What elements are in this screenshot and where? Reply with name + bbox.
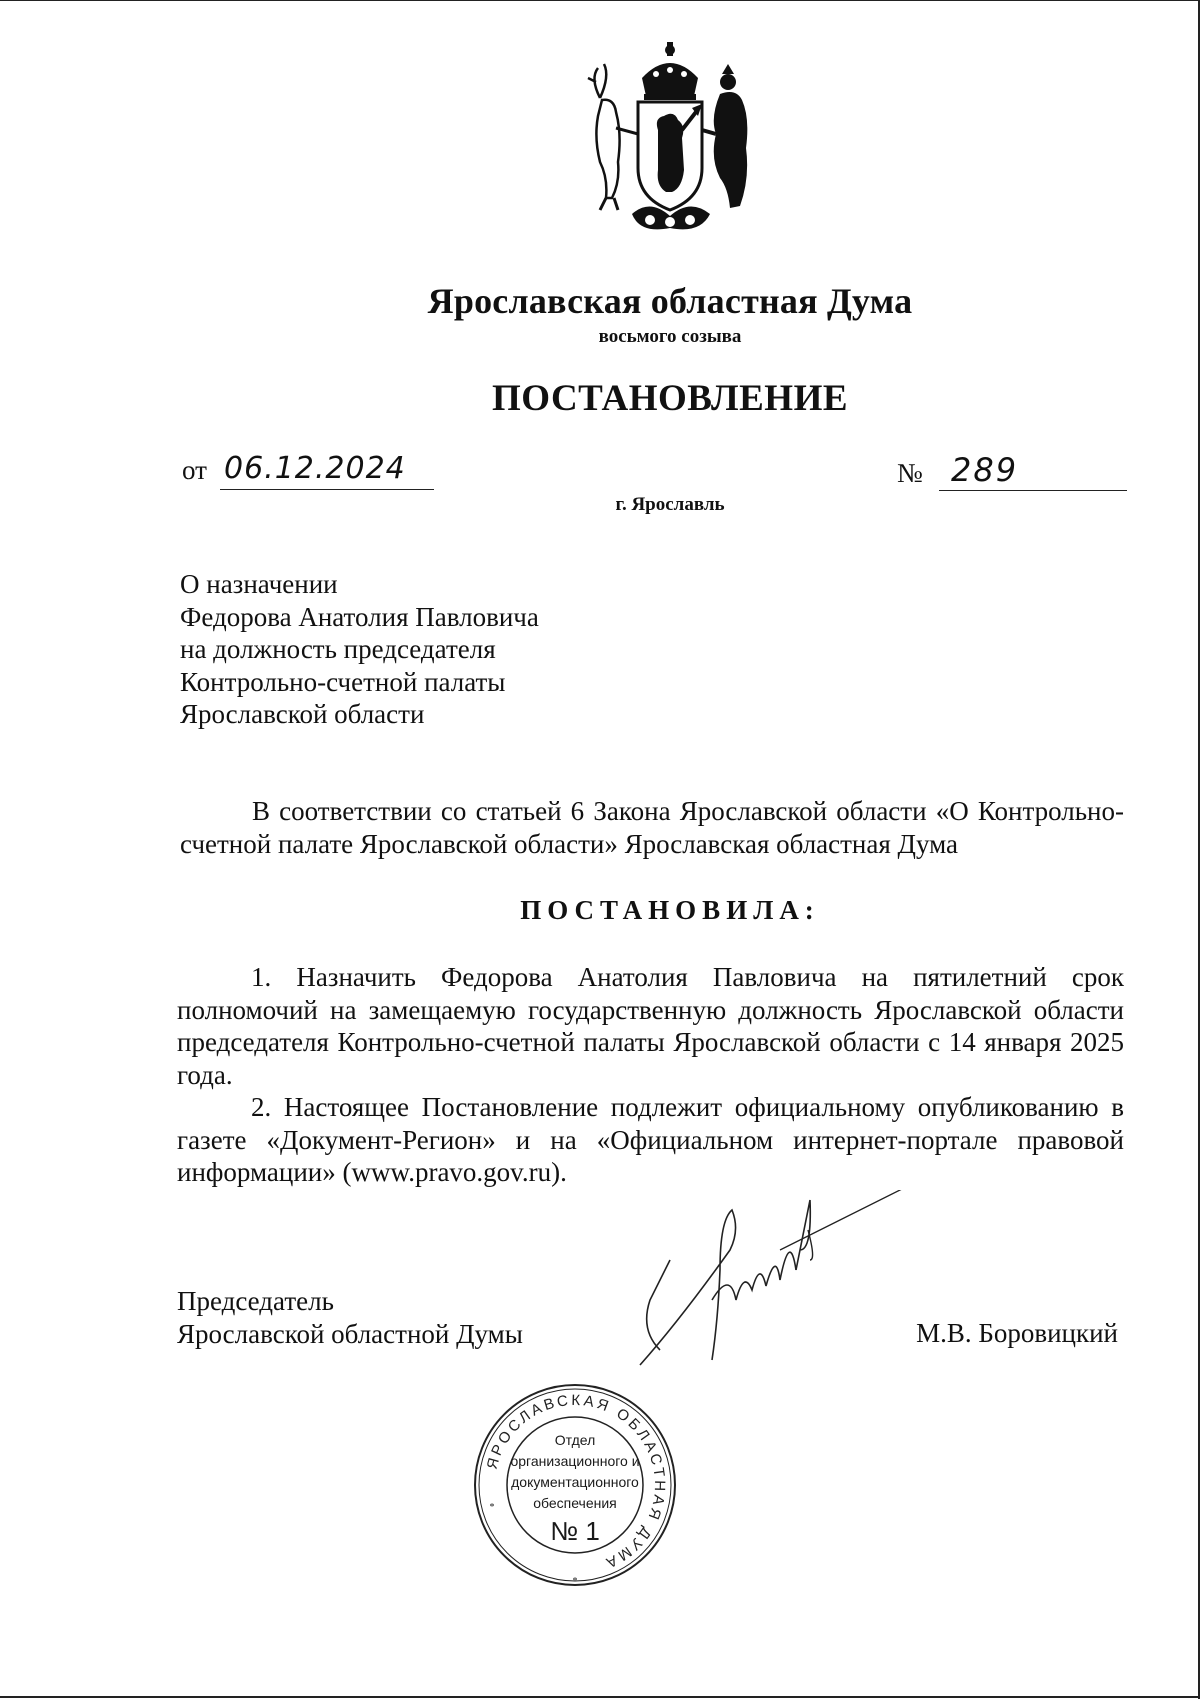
resolution-item: 2. Настоящее Постановление подлежит официальному опубликованию в газете «Документ-Регион» и на «Официальном интернет-портале правовой информации» (www.pravo.gov.ru). (177, 1092, 1124, 1187)
city-label: г. Ярославль (615, 494, 725, 515)
convocation-label: восьмого созыва (598, 326, 742, 347)
signatory-position (177, 1285, 523, 1350)
coat-of-arms-icon (570, 38, 770, 238)
subject-line: О назначении (180, 569, 338, 599)
stamp-number: № 1 (550, 1516, 600, 1546)
official-stamp (470, 1380, 680, 1590)
svg-text:*: * (489, 1502, 495, 1513)
subject-line: Ярославской области (180, 699, 425, 729)
preamble-paragraph (180, 795, 1124, 860)
document-type-title: ПОСТАНОВЛЕНИЕ (491, 378, 849, 419)
position-line: Председатель (177, 1286, 334, 1316)
organization-title: Ярославская областная Дума (427, 281, 913, 321)
date-row (182, 451, 406, 486)
document-number: 289 (939, 450, 1127, 491)
subject-line: на должность председателя (180, 634, 496, 664)
svg-text:*: * (572, 1576, 578, 1587)
handwritten-signature (620, 1190, 960, 1370)
svg-text:ЯРОСЛАВСКАЯ ОБЛАСТНАЯ ДУМА: ЯРОСЛАВСКАЯ ОБЛАСТНАЯ ДУМА (483, 1391, 669, 1573)
signatory-name: М.В. Боровицкий (916, 1318, 1118, 1348)
subject-block (180, 568, 539, 731)
resolved-heading: ПОСТАНОВИЛА: (520, 895, 820, 925)
position-line: Ярославской областной Думы (177, 1318, 523, 1349)
stamp-line: документационного (511, 1474, 639, 1490)
stamp-line: организационного и (510, 1453, 640, 1469)
number-sign: № (897, 458, 923, 488)
preamble-text: В соответствии со статьей 6 Закона Ярославской области «О Контрольно-счетной палате Ярославской области» Ярославская областная Дума (180, 796, 1124, 859)
subject-line: Контрольно-счетной палаты (180, 666, 506, 697)
stamp-inner-text (505, 1430, 645, 1548)
scan-edge-top (0, 0, 1200, 1)
scan-edge-bottom (0, 1696, 1200, 1698)
stamp-line: обеспечения (533, 1495, 617, 1511)
document-date: 06.12.2024 (220, 449, 434, 490)
resolution-items (177, 961, 1124, 1189)
stamp-line: Отдел (554, 1432, 596, 1448)
date-prefix: от (182, 455, 207, 485)
subject-line: Федорова Анатолия Павловича (180, 601, 539, 632)
number-row (897, 451, 1019, 489)
resolution-item: 1. Назначить Федорова Анатолия Павловича на пятилетний срок полномочий на замещаемую государственную должность Ярославской области председателя Контрольно-счетной палаты Ярославской области с 14 января 2025 года. (177, 962, 1124, 1090)
